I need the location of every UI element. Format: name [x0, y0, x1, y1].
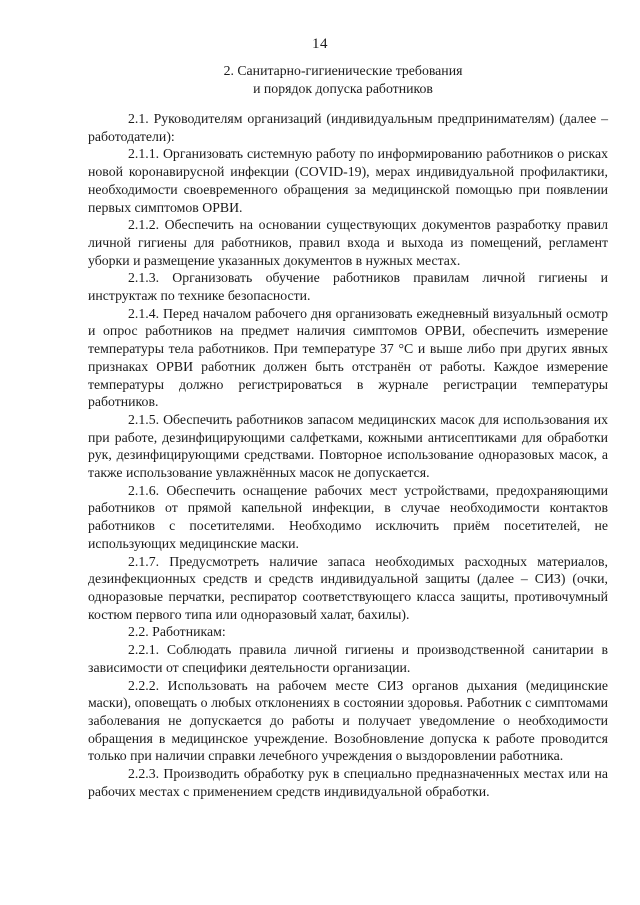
- paragraph-2-2-1: 2.2.1. Соблюдать правила личной гигиены и производственной санитарии в зависимости от специфики деятельности организации.: [88, 642, 608, 675]
- paragraph-2-1-5: 2.1.5. Обеспечить работников запасом медицинских масок для использования их при работе, дезинфицирующими салфетками, кожными антисептиками для обработки рук, дезинфицирующими средствами. Повторное использование одноразовых масок, а также использование увлажнённых масок не допускается.: [88, 411, 608, 481]
- section-heading: [0, 62, 640, 98]
- paragraph-2-2-2: 2.2.2. Использовать на рабочем месте СИЗ органов дыхания (медицинские маски), оповещать о любых отклонениях в состоянии здоровья. Работник с симптомами заболевания не допускается до работы и получает уведомление о необходимости обращения в медицинское учреждение. Возобновление допуска к работе проводится только при наличии справки лечебного учреждения о выздоровлении работника.: [88, 677, 608, 764]
- paragraph-2-2: 2.2. Работникам:: [128, 624, 226, 640]
- paragraph-2-1: 2.1. Руководителям организаций (индивидуальным предпринимателям) (далее – работодатели):: [88, 111, 608, 144]
- section-heading-line-2: и порядок допуска работников: [253, 81, 433, 96]
- paragraph-2-1-3: 2.1.3. Организовать обучение работников правилам личной гигиены и инструктаж по технике безопасности.: [88, 270, 608, 304]
- paragraph-2-1-4: 2.1.4. Перед началом рабочего дня организовать ежедневный визуальный осмотр и опрос работников на предмет наличия симптомов ОРВИ, обеспечить измерение температуры тела работников. При температуре 37 °С и выше либо при других явных признаках ОРВИ работник должен быть отстранён от работы. Каждое измерение температуры должно регистрироваться в журнале регистрации температуры работников.: [88, 305, 608, 410]
- paragraph-2-1-7: 2.1.7. Предусмотреть наличие запаса необходимых расходных материалов, дезинфекционных средств и средств индивидуальной защиты (далее – СИЗ) (очки, одноразовые перчатки, респиратор соответствующего класса защиты, противочумный костюм первого типа или одноразовый халат, бахилы).: [88, 553, 608, 622]
- paragraph-2-2-3: 2.2.3. Производить обработку рук в специально предназначенных местах или на рабочих местах с применением средств индивидуальной обработки.: [88, 766, 608, 799]
- paragraph-2-1-6: 2.1.6. Обеспечить оснащение рабочих мест устройствами, предохраняющими работников от прямой капельной инфекции, в случае необходимости контактов работников с посетителями. Необходимо исключить приём посетителей, не использующих медицинские маски.: [88, 482, 608, 551]
- paragraph-2-1-2: 2.1.2. Обеспечить на основании существующих документов разработку правил личной гигиены для работников, правил входа и выхода из помещений, регламент уборки и размещение указанных документов в нужных местах.: [88, 217, 608, 268]
- page-number: 14: [312, 36, 328, 52]
- document-body: [88, 110, 608, 800]
- paragraph-2-1-1: 2.1.1. Организовать системную работу по информированию работников о рисках новой коронавирусной инфекции (COVID-19), мерах индивидуальной профилактики, необходимости своевременного обращения за медицинской помощью при появлении первых симптомов ОРВИ.: [88, 146, 608, 215]
- section-heading-line-1: 2. Санитарно-гигиенические требования: [223, 63, 463, 78]
